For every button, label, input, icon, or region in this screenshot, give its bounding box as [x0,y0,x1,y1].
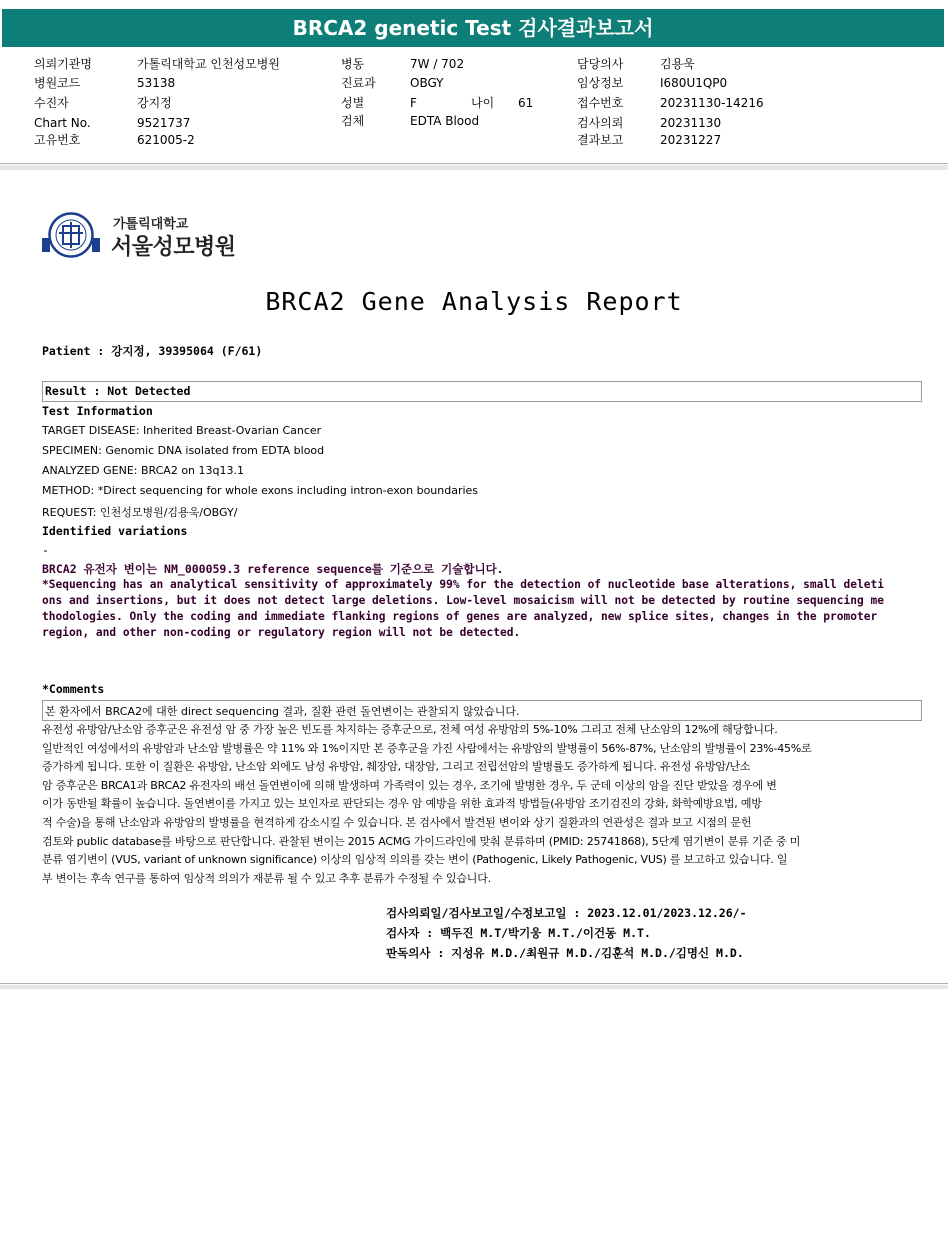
label-request-date: 검사의뢰 [577,116,624,130]
test-info-specimen: SPECIMEN: Genomic DNA isolated from EDTA blood [42,444,325,457]
comment-line: 암 증후군은 BRCA1과 BRCA2 유전자의 배선 돌연변이에 의해 발생하며 가족력이 있는 경우, 조기에 발병한 경우, 두 군데 이상의 암을 진단 받았을 경우에 변 [42,778,777,792]
test-info-target-disease: TARGET DISEASE: Inherited Breast-Ovarian Cancer [42,424,322,437]
label-chart-no: Chart No. [34,116,91,130]
result-text: Result : Not Detected [45,384,191,398]
label-ward: 병동 [341,57,365,71]
value-ward: 7W / 702 [410,57,465,71]
value-clinical-info: I680U1QP0 [660,76,728,90]
comment-summary: 본 환자에서 BRCA2에 대한 direct sequencing 결과, 질환 관련 돌연변이는 관찰되지 않았습니다. [45,705,520,718]
comment-line: 검토와 public database를 바탕으로 판단합니다. 관찰된 변이는 2015 ACMG 가이드라인에 맞춰 분류하며 (PMID: 25741868), 5단계 염기변이 분류 기준 중 미 [42,834,801,848]
label-institution: 의뢰기관명 [34,57,92,71]
value-specimen: EDTA Blood [410,114,480,128]
sensitivity-line: region, and other non-coding or regulatory region will not be detected. [42,626,521,639]
header-divider [0,163,948,164]
label-accession-no: 접수번호 [577,96,624,110]
value-hospital-code: 53138 [137,76,176,90]
comment-line: 유전성 유방암/난소암 증후군은 유전성 암 중 가장 높은 빈도를 차지하는 증후군으로, 전체 여성 유방암의 5%-10% 그리고 전체 난소암의 12%에 해당합니다. [42,723,778,736]
signoff-physicians: 판독의사 : 지성유 M.D./최원규 M.D./김훈석 M.D./김명신 M.D. [386,946,744,960]
label-clinical-info: 임상정보 [577,76,624,90]
value-doctor: 김용욱 [660,57,695,71]
sensitivity-line: ons and insertions, but it does not detect large deletions. Low-level mosaicism will not be detected by routine sequencing me [42,594,884,607]
label-doctor: 담당의사 [577,57,624,71]
label-specimen: 검체 [341,114,365,128]
comment-line: 이가 동반될 확률이 높습니다. 돌연변이를 가지고 있는 보인자로 판단되는 경우 암 예방을 위한 효과적 방법들(유방암 조기검진의 강화, 화학예방요법, 예방 [42,797,762,811]
logo-hospital-name: 서울성모병원 [111,235,236,260]
footer-divider [0,983,948,984]
comment-line: 일반적인 여성에서의 유방암과 난소암 발병률은 약 11% 와 1%이지만 본 증후군을 가진 사람에서는 유방암의 발병률이 56%-87%, 난소암의 발병률이 23%-45%로 [42,741,812,755]
value-unique-no: 621005-2 [137,133,195,147]
signoff-technicians: 검사자 : 백두진 M.T/박기웅 M.T./이건동 M.T. [386,926,651,940]
sensitivity-note [42,577,920,641]
value-accession-no: 20231130-14216 [660,96,764,110]
hospital-seal-logo [42,212,104,258]
comments-heading: *Comments [42,682,105,696]
value-department: OBGY [410,76,444,90]
test-info-method: METHOD: *Direct sequencing for whole exons including intron-exon boundaries [42,484,479,497]
comment-line: 증가하게 됩니다. 또한 이 질환은 유방암, 난소암 외에도 남성 유방암, 췌장암, 대장암, 그리고 전립선암의 발병률도 증가하게 됩니다. 유전성 유방암/난소 [42,760,751,774]
sensitivity-line: thodologies. Only the coding and immediate flanking regions of genes are analyzed, new splice sites, changes in the promoter [42,610,878,623]
value-age: 61 [518,96,534,110]
label-age: 나이 [471,96,495,110]
report-header-title: BRCA2 genetic Test 검사결과보고서 [2,9,944,47]
label-department: 진료과 [341,76,376,90]
sensitivity-line: *Sequencing has an analytical sensitivity of approximately 99% for the detection of nucleotide base alterations, small deleti [42,578,884,591]
test-info-heading: Test Information [42,404,153,418]
label-report-date: 결과보고 [577,133,624,147]
value-chart-no: 9521737 [137,116,191,130]
label-patient: 수진자 [34,96,69,110]
signoff-dates: 검사의뢰일/검사보고일/수정보고일 : 2023.12.01/2023.12.26/- [386,906,747,920]
variations-value: - [42,543,49,557]
patient-line: Patient : 강지정, 39395064 (F/61) [42,344,263,358]
comment-body [42,721,922,888]
value-institution: 가톨릭대학교 인천성모병원 [137,57,280,71]
comment-line: 적 수술)을 통해 난소암과 유방암의 발병률을 현격하게 감소시킬 수 있습니다. 본 검사에서 발견된 변이와 상기 질환과의 연관성은 결과 보고 시점의 문헌 [42,815,752,829]
report-title: BRCA2 Gene Analysis Report [265,287,683,316]
test-info-analyzed-gene: ANALYZED GENE: BRCA2 on 13q13.1 [42,464,244,477]
label-hospital-code: 병원코드 [34,76,81,90]
reference-note: BRCA2 유전자 변이는 NM_000059.3 reference sequence를 기준으로 기술합니다. [42,562,504,576]
header-divider-shadow [0,165,948,170]
test-info-request: REQUEST: 인천성모병원/김용욱/OBGY/ [42,506,238,519]
logo-university-name: 가톨릭대학교 [113,217,189,232]
label-sex: 성별 [341,96,365,110]
variations-heading: Identified variations [42,524,188,538]
footer-divider-shadow [0,985,948,989]
comment-line: 분류 염기변이 (VUS, variant of unknown significance) 이상의 임상적 의의를 갖는 변이 (Pathogenic, Likely Pathogenic, VUS) 를 보고하고 있습니다. 일 [42,853,788,867]
label-unique-no: 고유번호 [34,133,81,147]
value-sex: F [410,96,417,110]
comment-line: 부 변이는 후속 연구를 통하여 임상적 의의가 재분류 될 수 있고 추후 분류가 수정될 수 있습니다. [42,871,491,885]
value-request-date: 20231130 [660,116,722,130]
value-patient: 강지정 [137,96,172,110]
value-report-date: 20231227 [660,133,722,147]
